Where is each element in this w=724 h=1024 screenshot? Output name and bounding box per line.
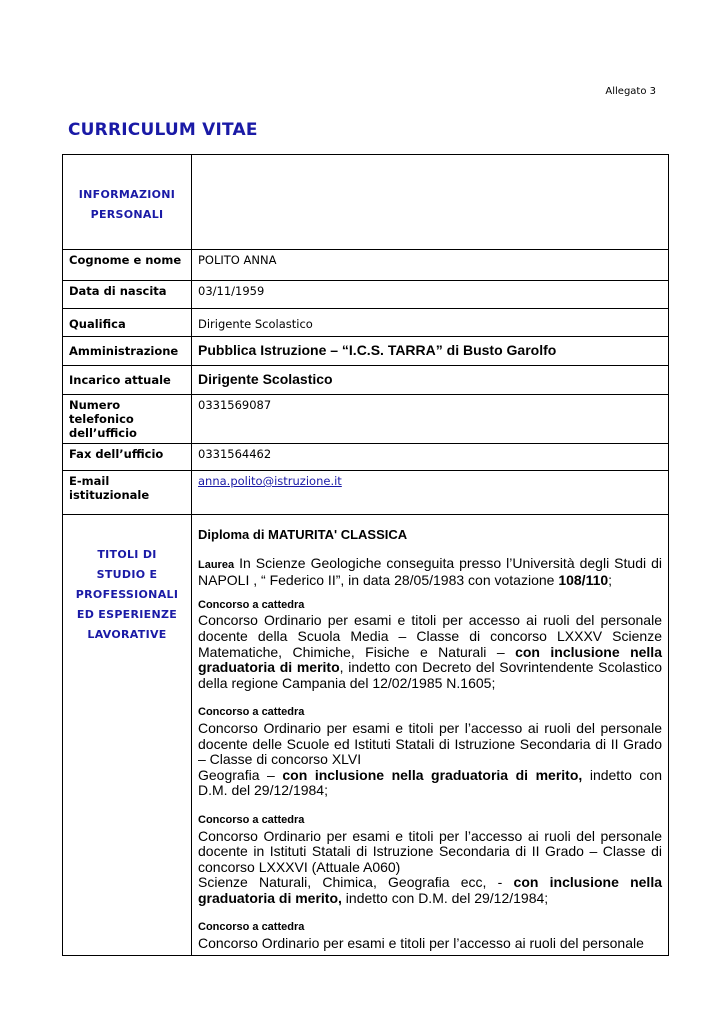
row-value-phone: 0331569087 — [192, 395, 669, 444]
table-row — [63, 309, 669, 337]
table-row — [63, 337, 669, 366]
concorso-paragraph — [198, 936, 662, 952]
row-label: Data di nascita — [63, 281, 192, 309]
concorso-text: Concorso Ordinario per esami e titoli per l’accesso ai ruoli del personale docente in Istituti Statali di Istruzione Secondaria di II Grado – Classe di concorso LXXXVI (Attuale A060) — [198, 827, 662, 875]
email-link[interactable]: anna.polito@istruzione.it — [198, 474, 342, 488]
row-label: Qualifica — [63, 309, 192, 337]
spacer — [198, 799, 662, 813]
section-label-line: INFORMAZIONI — [78, 188, 176, 201]
laurea-end: ; — [608, 572, 613, 589]
education-content — [192, 515, 669, 956]
laurea-text: In Scienze Geologiche conseguita presso l’Università degli Studi di NAPOLI , “ Federico II”, in data 28/05/1983 con votazione — [198, 554, 662, 589]
row-label: Incarico attuale — [63, 366, 192, 395]
section-row-titles — [63, 515, 669, 956]
concorso-paragraph-cont — [198, 768, 662, 799]
row-value-amministrazione: Pubblica Istruzione – “I.C.S. TARRA” di Busto Garolfo — [192, 337, 669, 366]
row-value-email — [192, 471, 669, 515]
concorso-label: Concorso a cattedra — [198, 598, 305, 611]
concorso-text: Concorso Ordinario per esami e titoli per accesso ai ruoli del personale docente della Scuola Media – Classe di concorso LXXXV Scienze Matematiche, Chimiche, Fisiche e Naturali – — [198, 612, 662, 660]
section-row-personal — [63, 155, 669, 250]
concorso-end: indetto con D.M. del 29/12/1984; — [198, 766, 662, 799]
section-label-line: PROFESSIONALI — [75, 588, 179, 601]
row-value-qualifica: Dirigente Scolastico — [192, 309, 669, 337]
laurea-paragraph — [198, 556, 662, 589]
section-label-line: LAVORATIVE — [87, 628, 167, 641]
row-label: Cognome e nome — [63, 250, 192, 281]
section-label-line: ED ESPERIENZE — [76, 608, 178, 621]
concorso-paragraph — [198, 613, 662, 691]
concorso-paragraph — [198, 829, 662, 876]
laurea-grade: 108/110 — [558, 572, 609, 589]
diploma-line: Diploma di MATURITA' CLASSICA — [198, 527, 408, 542]
concorso-label: Concorso a cattedra — [198, 813, 305, 826]
table-row — [63, 366, 669, 395]
row-value-fax: 0331564462 — [192, 444, 669, 471]
section-label-line: TITOLI DI — [97, 548, 157, 561]
concorso-text: Concorso Ordinario per esami e titoli per l’accesso ai ruoli del personale — [198, 935, 644, 952]
concorso-bold: con inclusione nella graduatoria di merito, — [282, 766, 583, 783]
table-row — [63, 395, 669, 444]
section-label-line: STUDIO E — [96, 568, 158, 581]
row-label: E-mail istituzionale — [63, 471, 192, 515]
table-row — [63, 471, 669, 515]
concorso-bold: con inclusione nella graduatoria di merito — [198, 643, 662, 676]
concorso-label: Concorso a cattedra — [198, 706, 305, 719]
spacer — [198, 906, 662, 920]
table-row — [63, 250, 669, 281]
concorso-paragraph — [198, 721, 662, 768]
spacer — [198, 691, 662, 705]
concorso-pre: Geografia – — [198, 766, 283, 783]
row-value-name: POLITO ANNA — [192, 250, 669, 281]
section-label-personal — [63, 155, 192, 250]
section-empty-cell — [192, 155, 669, 250]
concorso-end: indetto con D.M. del 29/12/1984; — [341, 889, 549, 906]
concorso-pre: Scienze Naturali, Chimica, Geografia ecc, - — [198, 874, 514, 891]
page-title: CURRICULUM VITAE — [68, 120, 258, 140]
concorso-text: Concorso Ordinario per esami e titoli per l’accesso ai ruoli del personale docente delle Scuole ed Istituti Statali di Istruzione Secondaria di II Grado – Classe di concorso XLVI — [198, 719, 662, 768]
concorso-end: , indetto con Decreto del Sovrintendente Scolastico della regione Campania del 12/02/1985 N.1605; — [198, 659, 662, 691]
table-row — [63, 281, 669, 309]
concorso-label: Concorso a cattedra — [198, 921, 305, 934]
table-row — [63, 444, 669, 471]
cv-table — [62, 154, 669, 956]
row-value-incarico: Dirigente Scolastico — [192, 366, 669, 395]
allegato-label: Allegato 3 — [605, 86, 656, 97]
section-label-titles — [63, 515, 192, 956]
row-label: Fax dell’ufficio — [63, 444, 192, 471]
concorso-paragraph-cont — [198, 875, 662, 906]
concorso-bold: con inclusione nella graduatoria di merito, — [198, 874, 662, 906]
section-label-line: PERSONALI — [90, 208, 164, 221]
row-label: Numero telefonico dell’ufficio — [63, 395, 192, 444]
row-label: Amministrazione — [63, 337, 192, 366]
laurea-label: Laurea — [198, 558, 235, 571]
row-value-birthdate: 03/11/1959 — [192, 281, 669, 309]
